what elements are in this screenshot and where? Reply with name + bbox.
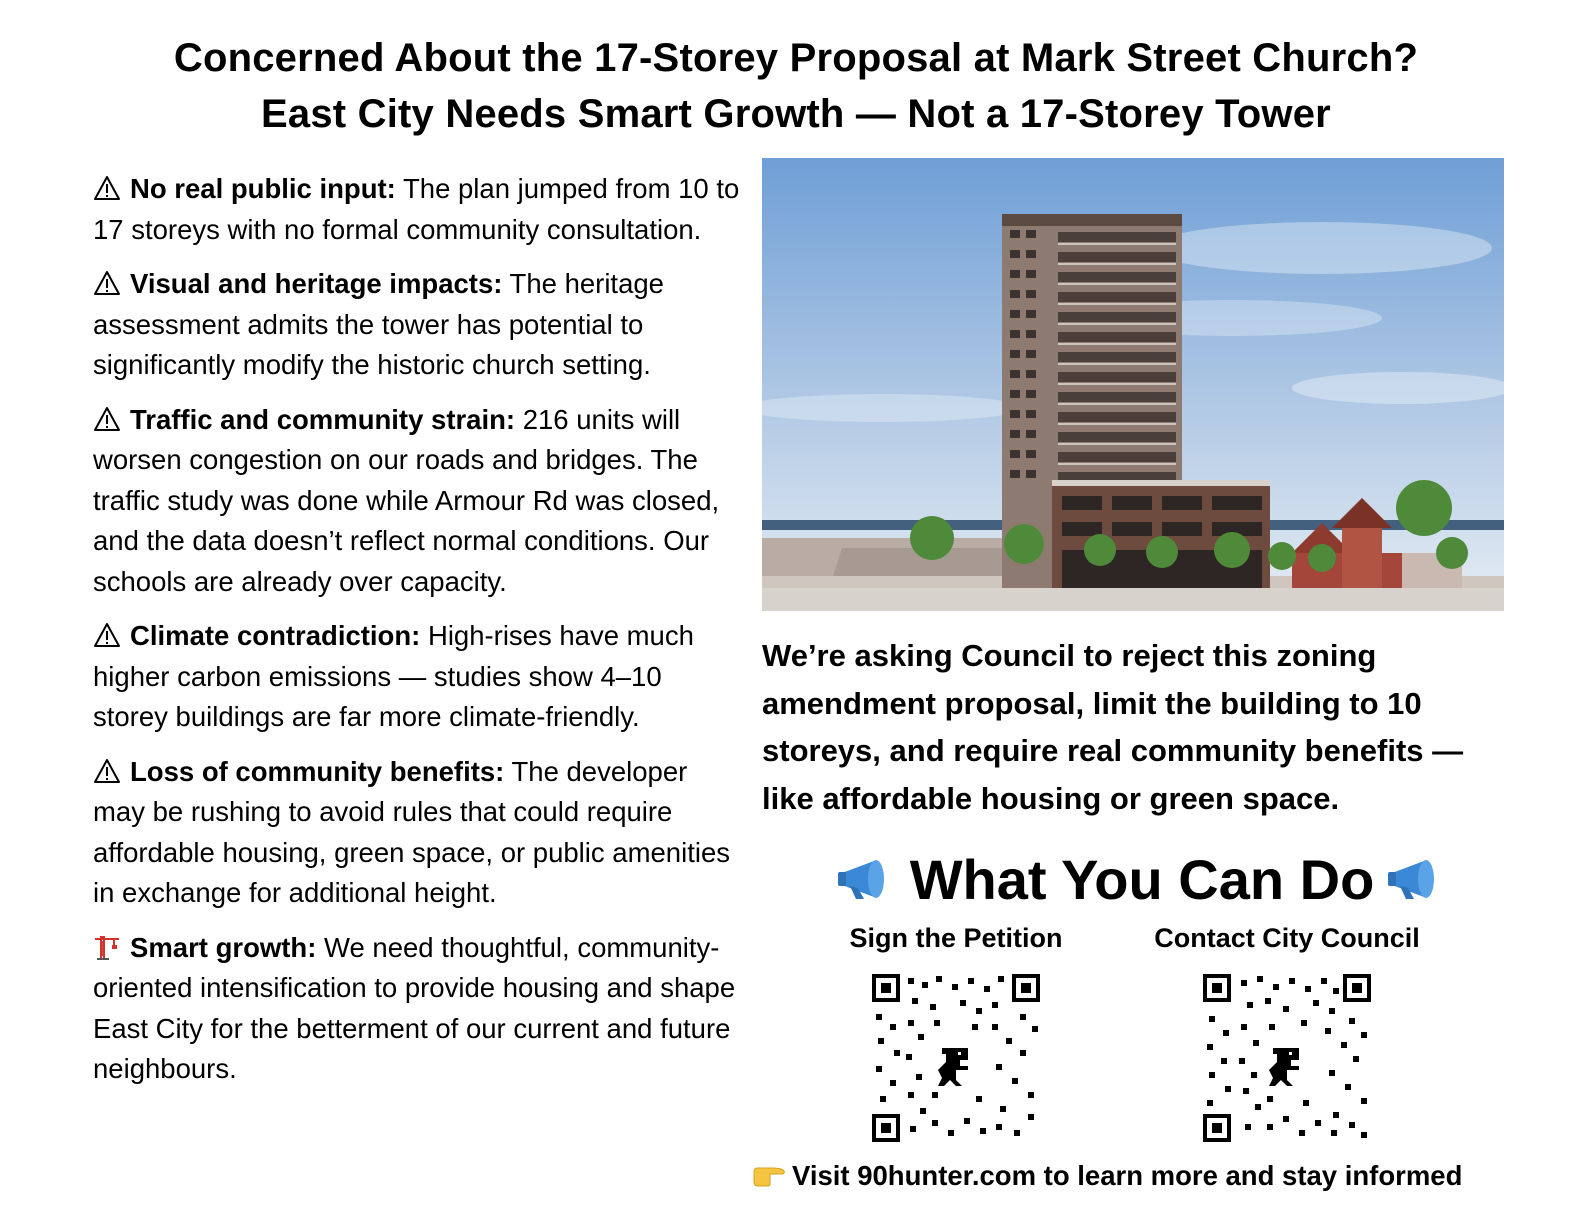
- pointing-hand-icon: [752, 1162, 786, 1188]
- what-you-can-do-text: What You Can Do: [909, 848, 1375, 911]
- concern-item: [93, 400, 743, 603]
- concern-text: The heritage assessment admits the tower has potential to significantly modify the historic church setting.: [93, 268, 664, 380]
- headline-question: Concerned About the 17-Storey Proposal at Mark Street Church?: [173, 36, 1419, 80]
- warning-icon: [93, 174, 121, 202]
- megaphone-icon: [1386, 857, 1448, 901]
- concern-item: [93, 616, 743, 738]
- concern-text: The plan jumped from 10 to 17 storeys with no formal community consultation.: [93, 173, 740, 245]
- concern-title: Smart growth:: [130, 931, 317, 963]
- council-label: Contact City Council: [1154, 923, 1420, 953]
- concern-text: We need thoughtful, community-oriented intensification to provide housing and shape East City for the betterment of our current and future neighbours.: [93, 931, 736, 1084]
- warning-icon: [93, 269, 121, 297]
- concern-item: [93, 264, 743, 386]
- concern-text: The developer may be rushing to avoid rules that could require affordable housing, green space, or public amenities in exchange for additional height.: [93, 755, 730, 908]
- concern-item: [93, 928, 743, 1090]
- petition-qr-block: [806, 920, 1106, 1142]
- concern-title: Visual and heritage impacts:: [130, 268, 503, 299]
- petition-label: Sign the Petition: [849, 923, 1063, 953]
- concern-item: [93, 169, 743, 250]
- concern-text: 216 units will worsen congestion on our roads and bridges. The traffic study was done while Armour Rd was closed, and the data doesn’t reflect normal conditions. Our schools are already over capacity.: [93, 403, 720, 597]
- warning-icon: [93, 621, 121, 649]
- visit-website-line: [752, 1158, 1512, 1194]
- megaphone-icon: [836, 857, 898, 901]
- council-request: We’re asking Council to reject this zoning amendment proposal, limit the building to 10 storeys, and require real community benefits — like affordable housing or green space.: [762, 638, 1464, 816]
- construction-crane-icon: [93, 933, 121, 961]
- headline-slogan: East City Needs Smart Growth — Not a 17-Storey Tower: [261, 92, 1331, 136]
- concern-title: Climate contradiction:: [130, 620, 421, 651]
- building-rendering: [762, 158, 1504, 611]
- header: [0, 30, 1592, 142]
- petition-qr-code[interactable]: [872, 974, 1040, 1142]
- what-you-can-do-heading: [762, 848, 1522, 912]
- concern-title: Traffic and community strain:: [130, 403, 516, 435]
- concerns-list: [93, 169, 743, 1104]
- concern-title: No real public input:: [130, 173, 396, 204]
- concern-title: Loss of community benefits:: [130, 755, 505, 787]
- warning-icon: [93, 405, 121, 433]
- visit-text[interactable]: Visit 90hunter.com to learn more and stay informed: [792, 1160, 1463, 1191]
- concern-item: [93, 752, 743, 914]
- council-qr-block: [1137, 920, 1437, 1142]
- concern-text: High-rises have much higher carbon emissions — studies show 4–10 storey buildings are far more climate-friendly.: [93, 620, 694, 732]
- warning-icon: [93, 757, 121, 785]
- council-qr-code[interactable]: [1203, 974, 1371, 1142]
